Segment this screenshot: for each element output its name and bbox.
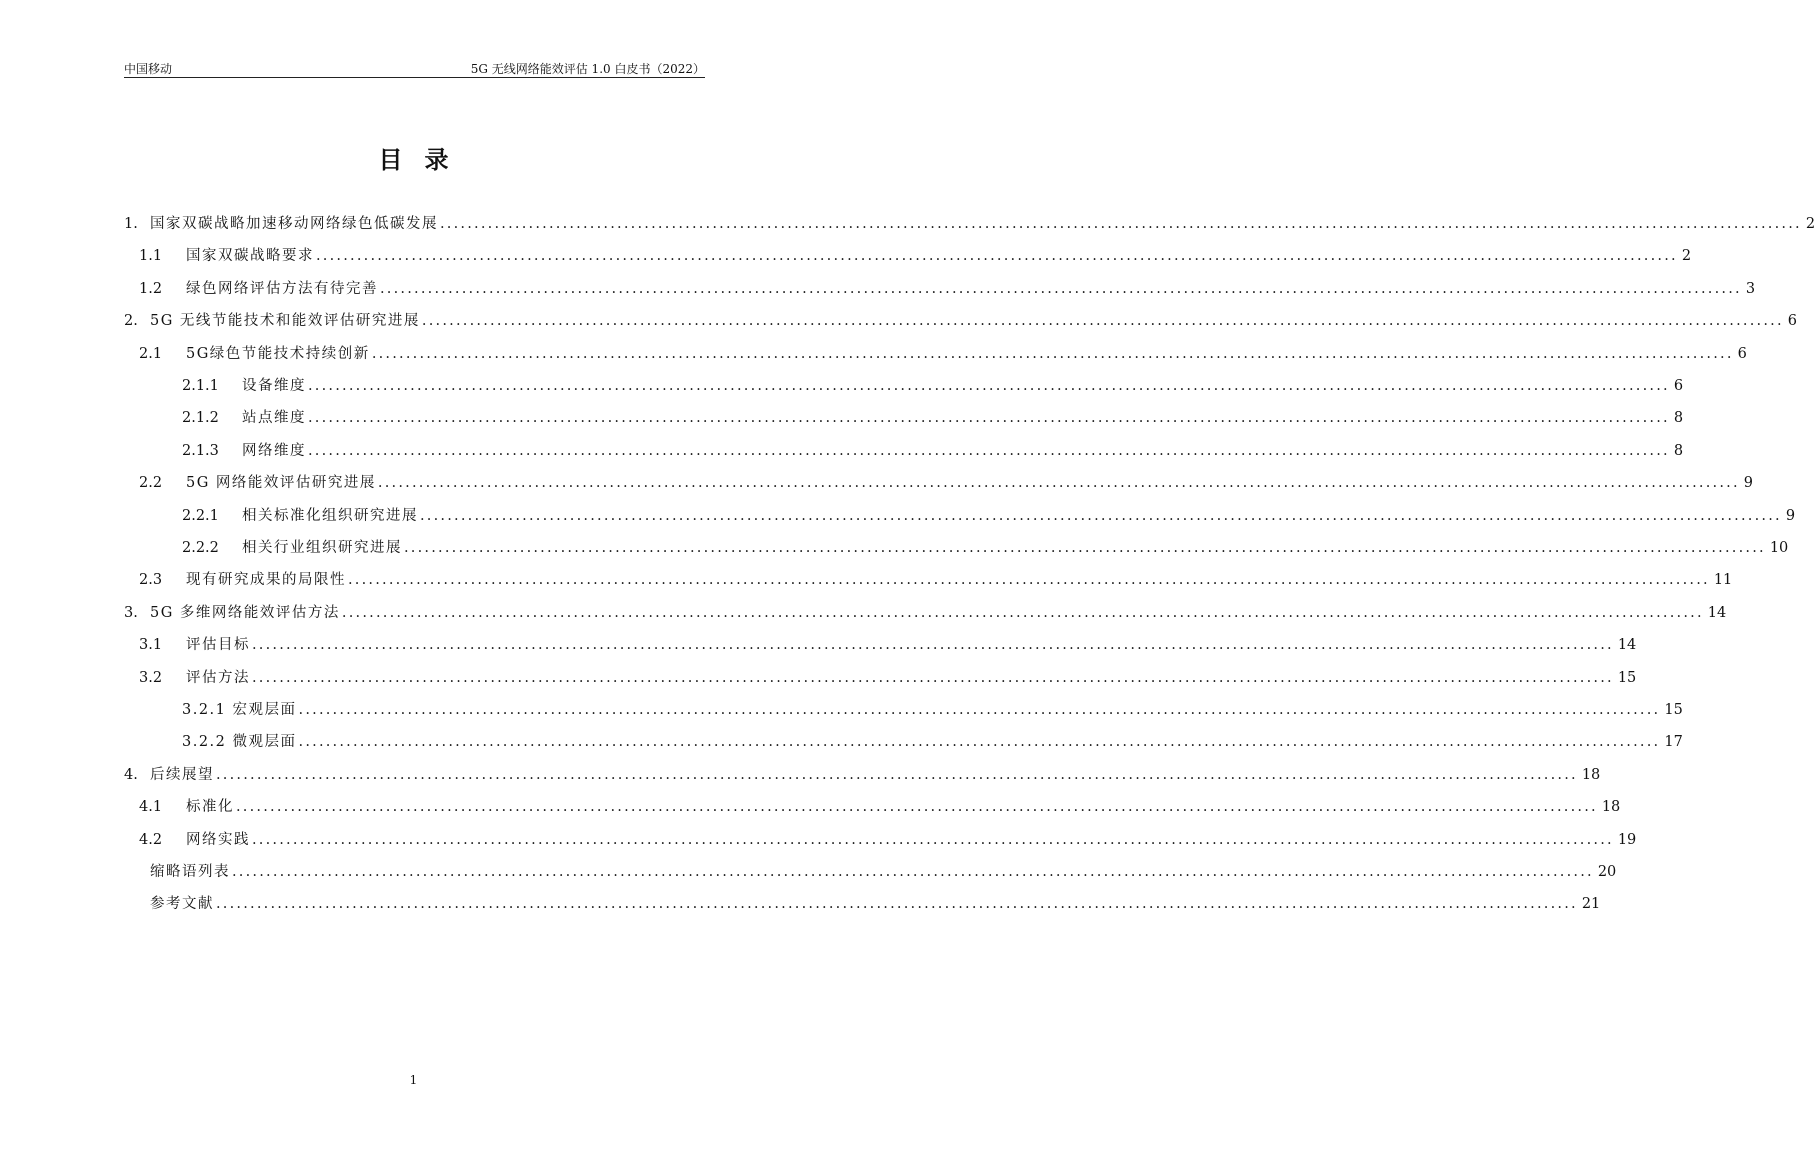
toc-entry-page: 20 — [1597, 864, 1617, 880]
toc-entry-number: 2.3 — [139, 572, 163, 589]
toc-dot-leader: ........................................................................................................................................................................................................ — [252, 637, 1614, 654]
toc-entry-page: 14 — [1617, 637, 1637, 654]
toc-entry-number: 2.1.2 — [182, 410, 219, 427]
toc-dot-leader: ........................................................................................................................................................................................................ — [298, 702, 1661, 718]
toc-entry[interactable] — [124, 340, 1747, 364]
toc-entry[interactable] — [124, 372, 1684, 396]
toc-entry-page: 10 — [1769, 540, 1789, 556]
toc-entry-number: 2.2.2 — [182, 540, 219, 556]
toc-entry-title: 后续展望 — [150, 766, 214, 783]
toc-entry-title: 5G 多维网络能效评估方法 — [150, 604, 340, 621]
toc-entry[interactable] — [124, 275, 1756, 299]
toc-entry-title: 5G 无线节能技术和能效评估研究进展 — [150, 313, 420, 330]
toc-dot-leader: ........................................................................................................................................................................................................ — [380, 280, 1742, 297]
toc-entry-number: 1.1 — [139, 248, 163, 265]
toc-entry-page: 6 — [1787, 313, 1797, 330]
toc-entry-title: 国家双碳战略加速移动网络绿色低碳发展 — [150, 216, 438, 232]
toc-entry[interactable] — [124, 307, 1797, 331]
toc-dot-leader: ........................................................................................................................................................................................................ — [216, 766, 1578, 783]
toc-entry-page: 9 — [1785, 507, 1796, 524]
toc-entry-page: 8 — [1673, 410, 1684, 427]
toc-dot-leader: ........................................................................................................................................................................................................ — [440, 216, 1802, 232]
toc-entry-title: 5G绿色节能技术持续创新 — [186, 345, 370, 362]
toc-entry[interactable] — [124, 696, 1683, 720]
toc-entry[interactable] — [124, 210, 1815, 234]
toc-dot-leader: ........................................................................................................................................................................................................ — [252, 669, 1614, 686]
toc-entry-page: 3 — [1745, 280, 1756, 297]
toc-entry-title: 3.2.2 微观层面 — [182, 734, 297, 751]
toc-entry-title: 网络维度 — [242, 442, 306, 459]
toc-entry-title: 相关标准化组织研究进展 — [242, 507, 418, 524]
toc-dot-leader: ........................................................................................................................................................................................................ — [298, 734, 1661, 751]
toc-entry-number: 2.2.1 — [182, 507, 219, 524]
page-number: 1 — [409, 1073, 418, 1087]
toc-entry[interactable] — [124, 437, 1684, 461]
toc-entry-title: 相关行业组织研究进展 — [242, 540, 402, 556]
header-doc-title: 5G 无线网络能效评估 1.0 白皮书（2022） — [470, 62, 705, 76]
toc-entry-page: 2 — [1805, 216, 1815, 232]
toc-entry[interactable] — [124, 664, 1637, 688]
toc-entry-number: 2.1.3 — [182, 442, 219, 459]
toc-entry-title: 参考文献 — [150, 896, 214, 913]
toc-entry[interactable] — [124, 599, 1727, 623]
toc-entry-page: 18 — [1581, 766, 1601, 783]
toc-entry-page: 19 — [1617, 831, 1637, 848]
toc-entry[interactable] — [124, 469, 1753, 493]
header-org: 中国移动 — [124, 62, 173, 76]
toc-dot-leader: ........................................................................................................................................................................................................ — [252, 831, 1614, 848]
toc-entry[interactable] — [124, 631, 1637, 655]
toc-title: 目录 — [378, 146, 471, 174]
page-header — [124, 59, 705, 78]
toc-entry-page: 14 — [1707, 604, 1727, 621]
toc-entry-title: 评估目标 — [186, 637, 250, 654]
toc-entry-number: 4.2 — [139, 831, 163, 848]
toc-entry[interactable] — [124, 404, 1684, 428]
toc-entry-number: 3.2 — [139, 669, 163, 686]
toc-entry-number: 3. — [124, 604, 138, 621]
toc-entry-number: 3.1 — [139, 637, 163, 654]
toc-entry-title: 站点维度 — [242, 410, 306, 427]
toc-entry-title: 绿色网络评估方法有待完善 — [186, 280, 378, 297]
toc-dot-leader: ........................................................................................................................................................................................................ — [308, 378, 1670, 394]
toc-entry-page: 8 — [1673, 442, 1684, 459]
toc-entry-number: 1. — [124, 216, 138, 232]
toc-entry-page: 6 — [1673, 378, 1684, 394]
toc-entry-page: 17 — [1664, 734, 1683, 751]
toc-dot-leader: ........................................................................................................................................................................................................ — [371, 345, 1734, 362]
toc-entry-title: 设备维度 — [242, 378, 306, 394]
toc-entry-title: 评估方法 — [186, 669, 250, 686]
toc-entry-page: 11 — [1713, 572, 1733, 589]
toc-entry-page: 2 — [1681, 248, 1692, 265]
toc-entry-page: 15 — [1617, 669, 1637, 686]
toc-entry-title: 网络实践 — [186, 831, 250, 848]
toc-dot-leader: ........................................................................................................................................................................................................ — [236, 799, 1598, 816]
toc-dot-leader: ........................................................................................................................................................................................................ — [421, 313, 1784, 330]
toc-entry-page: 6 — [1737, 345, 1747, 362]
toc-entry-number: 4.1 — [139, 799, 163, 816]
toc-entry-number: 2.2 — [139, 475, 163, 492]
toc-entry-page: 15 — [1664, 702, 1683, 718]
toc-entry[interactable] — [124, 242, 1692, 266]
toc-entry[interactable] — [124, 858, 1617, 882]
toc-entry-title: 5G 网络能效评估研究进展 — [186, 475, 376, 492]
toc-dot-leader: ........................................................................................................................................................................................................ — [420, 507, 1782, 524]
toc-entry-number: 1.2 — [139, 280, 163, 297]
toc-dot-leader: ........................................................................................................................................................................................................ — [348, 572, 1710, 589]
toc-entry-number: 2.1.1 — [182, 378, 219, 394]
toc-entry-number: 4. — [124, 766, 138, 783]
toc-entry[interactable] — [124, 826, 1637, 850]
toc-entry[interactable] — [124, 761, 1601, 785]
toc-entry-number: 2. — [124, 313, 138, 330]
toc-dot-leader: ........................................................................................................................................................................................................ — [216, 896, 1578, 913]
toc-entry-page: 9 — [1743, 475, 1753, 492]
toc-entry-title: 3.2.1 宏观层面 — [182, 702, 297, 718]
toc-entry[interactable] — [124, 502, 1796, 526]
toc-dot-leader: ........................................................................................................................................................................................................ — [377, 475, 1740, 492]
toc-entry-title: 标准化 — [186, 799, 234, 816]
toc-entry-title: 缩略语列表 — [150, 864, 230, 880]
toc-dot-leader: ........................................................................................................................................................................................................ — [232, 864, 1594, 880]
toc-dot-leader: ........................................................................................................................................................................................................ — [404, 540, 1766, 556]
toc-entry-page: 21 — [1581, 896, 1601, 913]
toc-entry-page: 18 — [1601, 799, 1621, 816]
toc-entry[interactable] — [124, 566, 1733, 590]
toc-dot-leader: ........................................................................................................................................................................................................ — [316, 248, 1678, 265]
toc-entry-title: 现有研究成果的局限性 — [186, 572, 346, 589]
toc-dot-leader: ........................................................................................................................................................................................................ — [308, 410, 1670, 427]
toc-entry[interactable] — [124, 793, 1621, 817]
toc-dot-leader: ........................................................................................................................................................................................................ — [308, 442, 1670, 459]
toc-entry[interactable] — [124, 890, 1601, 914]
toc-entry[interactable] — [124, 728, 1683, 752]
toc-entry-title: 国家双碳战略要求 — [186, 248, 314, 265]
toc-entry[interactable] — [124, 534, 1789, 558]
toc-dot-leader: ........................................................................................................................................................................................................ — [341, 604, 1704, 621]
toc-entry-number: 2.1 — [139, 345, 163, 362]
